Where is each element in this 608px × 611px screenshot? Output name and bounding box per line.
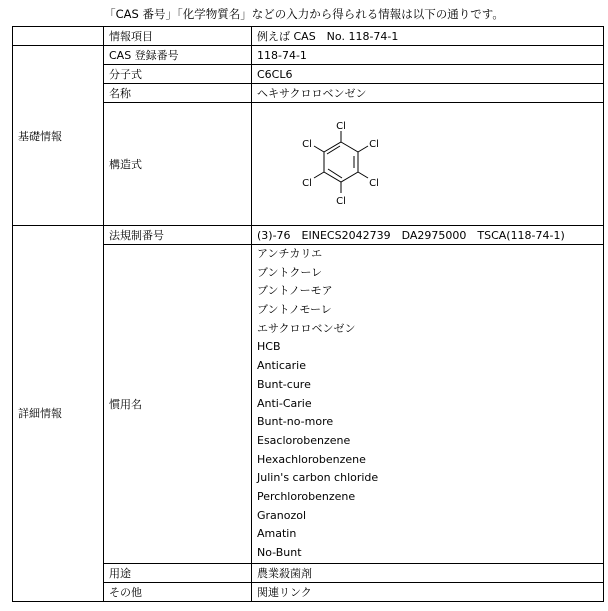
formula-value: C6CL6 (252, 65, 604, 84)
list-item: Anti-Carie (257, 396, 312, 410)
related-links[interactable]: 関連リンク (252, 582, 604, 601)
name-value: ヘキサクロロベンゼン (252, 84, 604, 103)
list-item: Anticarie (257, 359, 307, 373)
list-item: エサクロロベンゼン (257, 321, 356, 335)
cl-atom: Cl (302, 139, 312, 150)
list-item: Amatin (257, 527, 297, 541)
detail-info-label: 詳細情報 (13, 226, 104, 602)
formula-label: 分子式 (104, 65, 252, 84)
list-item: Hexachlorobenzene (257, 452, 366, 466)
common-names-label: 慣用名 (104, 245, 252, 564)
common-names-list (252, 245, 604, 564)
structure-label: 構造式 (104, 103, 252, 226)
cl-atom: Cl (369, 178, 379, 189)
law-value: (3)-76 EINECS2042739 DA2975000 TSCA(118-74-1) (252, 226, 604, 245)
list-item: No-Bunt (257, 546, 302, 559)
header-example: 例えば CAS No. 118-74-1 (252, 27, 604, 46)
cl-atom: Cl (302, 178, 312, 189)
list-item: ブントクーレ (257, 265, 323, 279)
cl-atom: Cl (369, 139, 379, 150)
structure-diagram (272, 103, 422, 225)
cas-label: CAS 登録番号 (104, 46, 252, 65)
caption: 「CAS 番号」「化学物質名」などの入力から得られる情報は以下の通りです。 (104, 7, 504, 21)
list-item: ブントノモーレ (257, 303, 332, 317)
other-label: その他 (104, 582, 252, 601)
list-item: Bunt-cure (257, 377, 311, 391)
basic-info-label: 基礎情報 (13, 46, 104, 226)
name-label: 名称 (104, 84, 252, 103)
info-table (12, 26, 604, 602)
list-item: Granozol (257, 508, 307, 522)
list-item: ブントノーモア (257, 284, 333, 298)
list-item: アンチカリエ (257, 247, 323, 260)
law-label: 法規制番号 (104, 226, 252, 245)
list-item: Julin's carbon chloride (257, 471, 379, 485)
list-item: Perchlorobenzene (257, 489, 356, 503)
header-item: 情報項目 (104, 27, 252, 46)
cl-atom: Cl (336, 121, 346, 132)
list-item: Bunt-no-more (257, 415, 334, 429)
use-label: 用途 (104, 563, 252, 582)
list-item: Esaclorobenzene (257, 433, 351, 447)
cl-atom: Cl (336, 196, 346, 207)
list-item: HCB (257, 340, 281, 354)
cas-value: 118-74-1 (252, 46, 604, 65)
use-value: 農業殺菌剤 (252, 563, 604, 582)
